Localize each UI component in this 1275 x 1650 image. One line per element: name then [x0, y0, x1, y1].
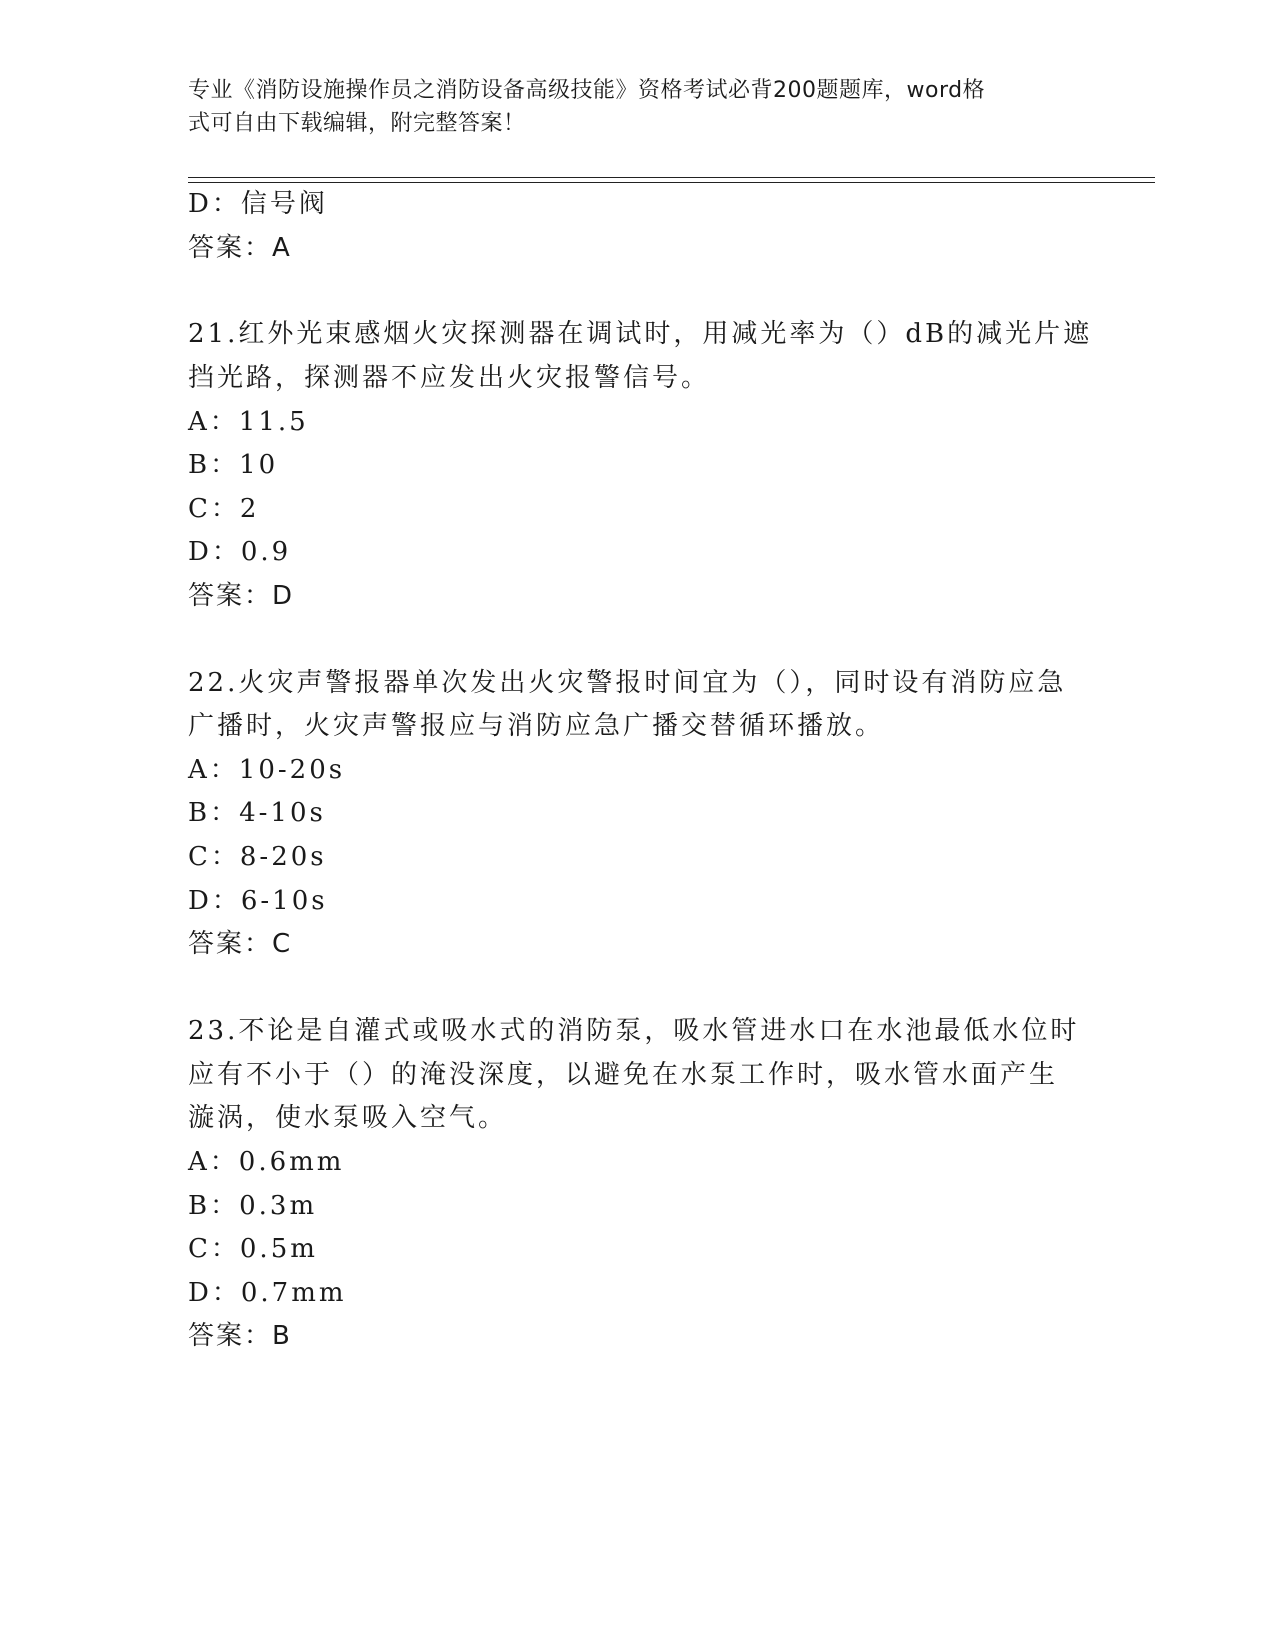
option-b: B：10 [188, 450, 279, 480]
header-divider-bottom [188, 182, 1155, 183]
question-stem-line: 23.不论是自灌式或吸水式的消防泵，吸水管进水口在水池最低水位时 [188, 1016, 1080, 1046]
question-stem-line: 22.火灾声警报器单次发出火灾警报时间宜为（），同时设有消防应急 [188, 668, 1067, 698]
question-stem-line: 漩涡，使水泵吸入空气。 [188, 1103, 508, 1133]
header-divider-top [188, 177, 1155, 178]
option-d: D：0.7mm [188, 1278, 347, 1308]
question-stem-line: 21.红外光束感烟火灾探测器在调试时，用减光率为（）dB的减光片遮 [188, 319, 1093, 349]
answer: 答案：C [188, 929, 293, 959]
document-header [188, 74, 1068, 140]
option-d: D：0.9 [188, 537, 292, 567]
header-line-1: 专业《消防设施操作员之消防设备高级技能》资格考试必背200题题库，word格 [188, 78, 986, 103]
option-d: D：6-10s [188, 886, 328, 916]
question-stem-line: 广播时，火灾声警报应与消防应急广播交替循环播放。 [188, 711, 885, 741]
header-line-2: 式可自由下载编辑，附完整答案！ [188, 111, 526, 136]
option-a: A：11.5 [188, 407, 309, 437]
prev-option-d: D：信号阀 [188, 189, 328, 219]
answer: 答案：B [188, 1321, 292, 1351]
question-stem-line: 挡光路，探测器不应发出火灾报警信号。 [188, 363, 711, 393]
option-c: C：8-20s [188, 842, 327, 872]
question-stem-line: 应有不小于（）的淹没深度，以避免在水泵工作时，吸水管水面产生 [188, 1060, 1059, 1090]
option-b: B：0.3m [188, 1191, 318, 1221]
option-b: B：4-10s [188, 798, 326, 828]
answer: 答案：D [188, 581, 295, 611]
option-a: A：10-20s [188, 755, 346, 785]
option-c: C：2 [188, 494, 260, 524]
prev-answer: 答案：A [188, 233, 292, 263]
option-c: C：0.5m [188, 1234, 318, 1264]
option-a: A：0.6mm [188, 1147, 345, 1177]
